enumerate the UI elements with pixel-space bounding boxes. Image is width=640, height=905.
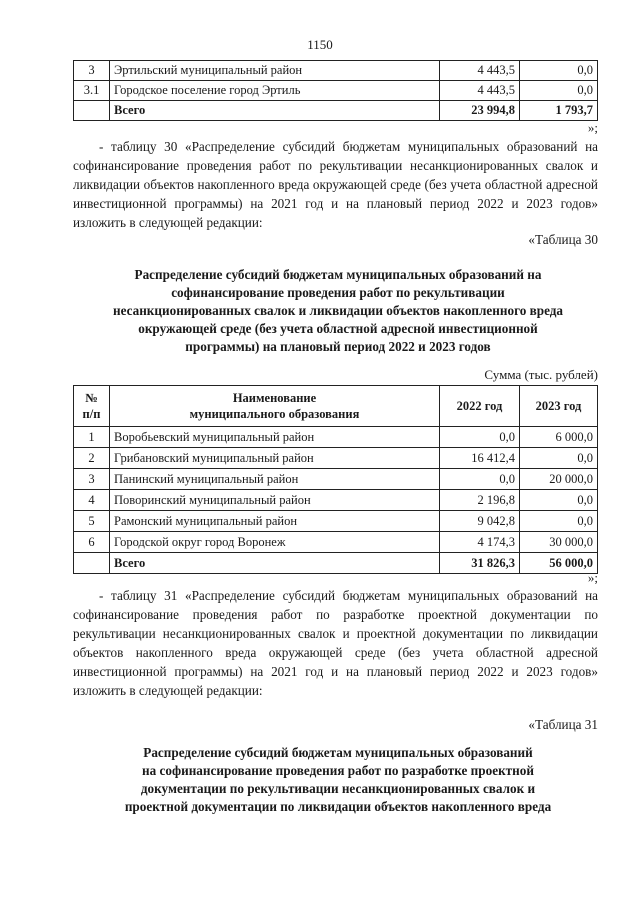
header-2023: 2023 год (520, 386, 598, 427)
table-row (74, 61, 598, 81)
row-value-2022: 0,0 (440, 427, 520, 448)
row-value-1: 4 443,5 (440, 61, 520, 81)
row-name: Панинский муниципальный район (110, 469, 440, 490)
row-number: 3 (74, 61, 110, 81)
row-value-2023: 0,0 (520, 448, 598, 469)
table-31-label: «Таблица 31 (528, 717, 598, 732)
row-name: Эртильский муниципальный район (110, 61, 440, 81)
row-name: Воробьевский муниципальный район (110, 427, 440, 448)
heading-line: программы) на плановый период 2022 и 2023 годов (185, 339, 491, 354)
heading-line: Распределение субсидий бюджетам муниципальных образований (143, 745, 533, 760)
row-value-2023: 0,0 (520, 511, 598, 532)
total-label: Всего (110, 553, 440, 574)
table-row (74, 511, 598, 532)
total-row (74, 553, 598, 574)
table-row (74, 81, 598, 101)
row-number: 6 (74, 532, 110, 553)
table-row (74, 469, 598, 490)
row-number: 3 (74, 469, 110, 490)
empty-cell (74, 101, 110, 121)
row-value-1: 4 443,5 (440, 81, 520, 101)
row-value-2022: 16 412,4 (440, 448, 520, 469)
heading-line: окружающей среде (без учета областной адресной инвестиционной (138, 321, 538, 336)
total-value-1: 23 994,8 (440, 101, 520, 121)
table-header-row (74, 386, 598, 427)
table-row (74, 490, 598, 511)
page-number: 1150 (307, 37, 333, 52)
total-label: Всего (110, 101, 440, 121)
row-number: 3.1 (74, 81, 110, 101)
table-row (74, 427, 598, 448)
heading-line: Распределение субсидий бюджетам муниципальных образований на (134, 267, 542, 282)
unit-label: Сумма (тыс. рублей) (484, 367, 598, 382)
header-number: № п/п (74, 386, 110, 427)
row-name: Поворинский муниципальный район (110, 490, 440, 511)
table-row (74, 448, 598, 469)
total-value-2022: 31 826,3 (440, 553, 520, 574)
heading-line: проектной документации по ликвидации объектов накопленного вреда (124, 799, 552, 814)
row-name: Рамонский муниципальный район (110, 511, 440, 532)
paragraph-table-30: - таблицу 30 «Распределение субсидий бюджетам муниципальных образований на софинансирование проведения работ по рекультивации несанкционированных свалок и ликвидации объектов накопленного вреда окружающей среде (без учета областной адресной инвестиционной программы) на 2021 год и на плановый период 2022 и 2023 годов» изложить в следующей редакции: (73, 139, 598, 230)
table-30 (73, 385, 598, 574)
row-value-2023: 20 000,0 (520, 469, 598, 490)
row-value-2023: 6 000,0 (520, 427, 598, 448)
row-value-2023: 30 000,0 (520, 532, 598, 553)
row-name: Городское поселение город Эртиль (110, 81, 440, 101)
header-2022: 2022 год (440, 386, 520, 427)
heading-line: на софинансирование проведения работ по разработке проектной (142, 763, 534, 778)
heading-line: софинансирование проведения работ по рекультивации (171, 285, 505, 300)
row-value-2022: 4 174,3 (440, 532, 520, 553)
row-number: 2 (74, 448, 110, 469)
row-value-2022: 0,0 (440, 469, 520, 490)
closing-quote: »; (587, 570, 598, 585)
row-number: 1 (74, 427, 110, 448)
heading-line: документации по рекультивации несанкционированных свалок и (140, 781, 536, 796)
row-value-2023: 0,0 (520, 490, 598, 511)
table-30-heading (73, 266, 603, 356)
table-31-heading (73, 744, 603, 816)
paragraph-table-31: - таблицу 31 «Распределение субсидий бюджетам муниципальных образований на софинансирование проведения работ по разработке проектной документации по рекультивации несанкционированных свалок и проектной документации по ликвидации объектов накопленного вреда окружающей среде (без учета областной адресной инвестиционной программы) на 2021 год и на плановый период 2022 и 2023 годов» изложить в следующей редакции: (73, 588, 598, 698)
row-value-2: 0,0 (520, 61, 598, 81)
row-value-2022: 9 042,8 (440, 511, 520, 532)
previous-table (73, 60, 598, 121)
total-value-2023: 56 000,0 (520, 553, 598, 574)
header-name: Наименование муниципального образования (110, 386, 440, 427)
empty-cell (74, 553, 110, 574)
total-value-2: 1 793,7 (520, 101, 598, 121)
closing-quote: »; (587, 120, 598, 135)
row-name: Городской округ город Воронеж (110, 532, 440, 553)
table-row (74, 532, 598, 553)
total-row (74, 101, 598, 121)
row-value-2022: 2 196,8 (440, 490, 520, 511)
row-value-2: 0,0 (520, 81, 598, 101)
row-number: 5 (74, 511, 110, 532)
table-30-label: «Таблица 30 (528, 232, 598, 247)
heading-line: несанкционированных свалок и ликвидации объектов накопленного вреда (112, 303, 564, 318)
row-number: 4 (74, 490, 110, 511)
row-name: Грибановский муниципальный район (110, 448, 440, 469)
